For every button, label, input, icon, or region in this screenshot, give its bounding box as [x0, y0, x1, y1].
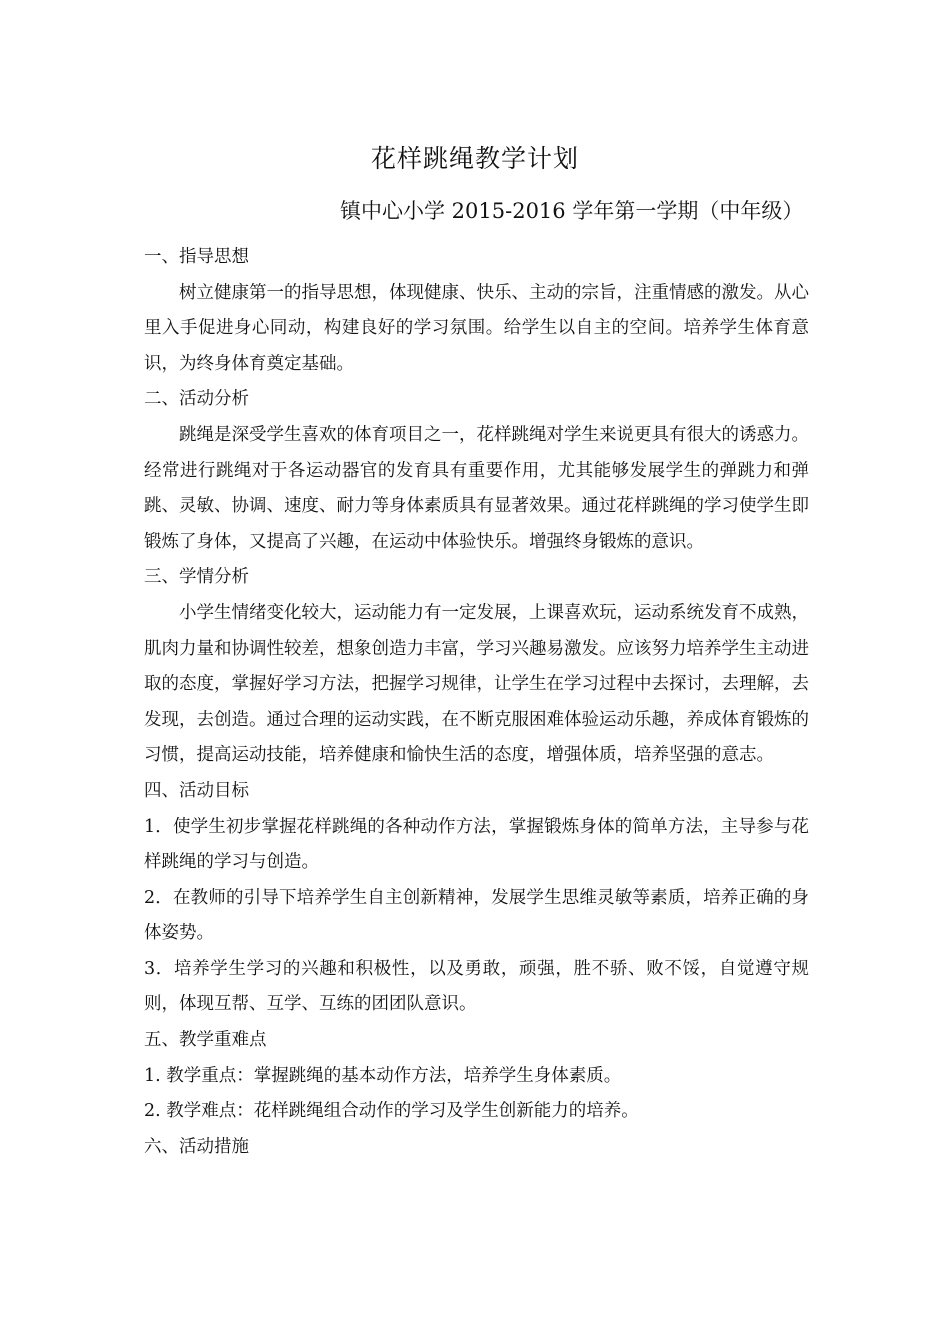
section-heading: 六、活动措施 [144, 1136, 249, 1157]
section-activity-measures [144, 1130, 809, 1166]
list-item: 2. 教学难点：花样跳绳组合动作的学习及学生创新能力的培养。 [144, 1101, 639, 1122]
section-paragraph: 树立健康第一的指导思想，体现健康、快乐、主动的宗旨，注重情感的激发。从心里入手促进身心同动，构建良好的学习氛围。给学生以自主的空间。培养学生体育意识，为终身体育奠定基础。 [144, 282, 809, 374]
document-body [144, 240, 809, 1165]
section-heading: 三、学情分析 [144, 567, 249, 588]
section-heading: 一、指导思想 [144, 247, 249, 267]
section-heading: 四、活动目标 [144, 780, 249, 801]
section-student-analysis [144, 560, 809, 774]
document-title: 花样跳绳教学计划 [370, 144, 579, 173]
section-guiding-thought [144, 240, 809, 382]
section-paragraph: 小学生情绪变化较大，运动能力有一定发展，上课喜欢玩，运动系统发育不成熟，肌肉力量和协调性较差，想象创造力丰富，学习兴趣易激发。应该努力培养学生主动进取的态度，掌握好学习方法，把握学习规律，让学生在学习过程中去探讨，去理解，去发现，去创造。通过合理的运动实践，在不断克服困难体验运动乐趣，养成体育锻炼的习惯，提高运动技能，培养健康和愉快生活的态度，增强体质，培养坚强的意志。 [144, 602, 809, 766]
list-item: 1. 教学重点：掌握跳绳的基本动作方法，培养学生身体素质。 [144, 1065, 622, 1086]
list-item: 1．使学生初步掌握花样跳绳的各种动作方法，掌握锻炼身体的简单方法，主导参与花样跳绳的学习与创造。 [144, 816, 809, 873]
list-item: 2．在教师的引导下培养学生自主创新精神，发展学生思维灵敏等素质，培养正确的身体姿势。 [144, 887, 809, 944]
section-paragraph: 跳绳是深受学生喜欢的体育项目之一，花样跳绳对学生来说更具有很大的诱惑力。经常进行跳绳对于各运动器官的发育具有重要作用，尤其能够发展学生的弹跳力和弹跳、灵敏、协调、速度、耐力等身体素质具有显著效果。通过花样跳绳的学习使学生即锻炼了身体，又提高了兴趣，在运动中体验快乐。增强终身锻炼的意识。 [144, 424, 809, 552]
section-heading: 五、教学重难点 [144, 1030, 267, 1051]
section-heading: 二、活动分析 [144, 389, 249, 410]
section-key-difficult-points [144, 1023, 809, 1130]
document-subtitle: 镇中心小学 2015-2016 学年第一学期（中年级） [340, 199, 804, 223]
section-activity-analysis [144, 382, 809, 560]
list-item: 3．培养学生学习的兴趣和积极性，以及勇敢，顽强，胜不骄、败不馁，自觉遵守规则，体现互帮、互学、互练的团团队意识。 [144, 958, 809, 1015]
section-activity-goals [144, 774, 809, 1023]
